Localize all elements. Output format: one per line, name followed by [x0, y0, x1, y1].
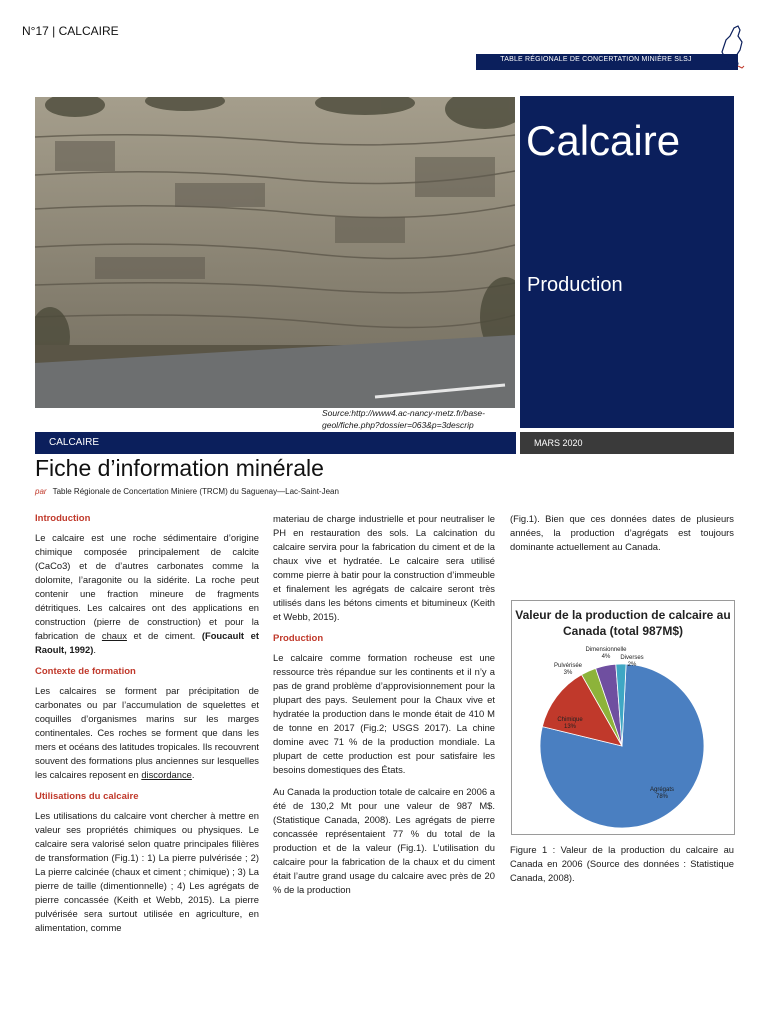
- chaux-link[interactable]: chaux: [101, 630, 127, 641]
- context-heading: Contexte de formation: [35, 666, 136, 677]
- slice-label: Pulvérisée: [553, 663, 583, 669]
- chart-title: Valeur de la production de calcaire au Canada (total 987M$): [515, 608, 731, 638]
- production-heading: Production: [273, 633, 324, 644]
- slice-value-label: 13%: [563, 724, 577, 730]
- org-banner: [476, 54, 738, 70]
- cover-subtitle: Production: [527, 274, 623, 296]
- intro-reference: (Foucault et Raoult, 1992): [35, 630, 259, 655]
- photo-credit: Source:http://www4.ac-nancy-metz.fr/base-geol/fiche.php?dossier=063&p=3descrip: [322, 408, 485, 430]
- section-bar: [35, 432, 516, 454]
- context-paragraph: Les calcaires se forment par précipitation de carbonates ou par l’accumulation de squelettes et coquilles d’organismes marins sur les marges continentales. Ces roches se forment que dans les mers et océans des latitudes tropicales. Ils recouvrent souvent des formations plus anciennes sur lesquelles les calcaires reposent en discordance.: [35, 685, 259, 780]
- document-title: Fiche d’information minérale: [35, 455, 324, 481]
- slice-label: Diverses: [620, 655, 644, 661]
- uses-paragraph: Les utilisations du calcaire vont chercher à mettre en valeur ses propriétés chimiques ou physiques. Le calcaire sera valorisé selon quatre principales filières de transformation (Fig.1) : 1) La pierre pulvérisée ; 2) La pierre calcinée (chaux et ciment ; chimique) ; 3) La pierre de taille (dimentionnelle) ; 4) Les agrégats de pierre concassée (Keith et Webb, 2015). La pierre pulvérisée sera surtout utilisée en agriculture, en alimentation, comme: [35, 810, 259, 933]
- slice-value-label: 78%: [655, 794, 669, 800]
- cover-photo: [35, 97, 515, 408]
- byline-text: Table Régionale de Concertation Miniere (TRCM) du Saguenay—Lac-Saint-Jean: [52, 487, 339, 496]
- figure-caption: Figure 1 : Valeur de la production du calcaire au Canada en 2006 (Source des données : Statistique Canada, 2008).: [510, 844, 734, 883]
- pie-chart-svg: [512, 601, 734, 834]
- slice-label: Chimique: [557, 717, 583, 723]
- slice-value-label: 4%: [601, 654, 611, 660]
- discordance-link[interactable]: discordance: [141, 769, 192, 780]
- date-bar: [520, 432, 734, 454]
- slice-label: Dimensionnelle: [585, 647, 627, 653]
- section-label: CALCAIRE: [49, 437, 100, 448]
- cover-title: Calcaire: [526, 117, 681, 164]
- slice-label: Agrégats: [649, 787, 675, 793]
- slice-value-label: 2%: [627, 662, 637, 668]
- uses-heading: Utilisations du calcaire: [35, 791, 139, 802]
- date-label: MARS 2020: [534, 438, 583, 448]
- production-paragraph-1: Le calcaire comme formation rocheuse est une ressource très répandue sur les continents et il n’y a pas de grand problème d’approvisionnement pour la plupart des pays. Seulement pour la Chaux vive et hydratée la production dans le monde était de 410 M de tonne en 2017 (Fig.2; USGS 2017). La chine domine avec 71 % de la production mondiale. La plupart de cette production est pour satisfaire les besoins domestiques des États.: [273, 652, 495, 775]
- byline-prefix: par: [35, 487, 47, 496]
- region-map-logo: [716, 22, 746, 72]
- byline: [35, 487, 339, 496]
- column-1: [35, 512, 259, 943]
- pie-chart: [511, 600, 735, 835]
- column-3: [510, 512, 734, 562]
- column-2: [273, 512, 495, 905]
- intro-heading: Introduction: [35, 513, 91, 524]
- intro-paragraph: Le calcaire est une roche sédimentaire d’origine chimique composée principalement de calcite (CaCo3) et de d’autres carbonates comme la dolomite, l’aragonite ou la sidérite. La roche peut contenir une fraction mineure de fragments détritiques. Les calcaires ont des applications en construction (pierre de construction) et pour la fabrication de chaux et de ciment. (Foucault et Raoult, 1992).: [35, 532, 259, 655]
- uses-continued-paragraph: materiau de charge industrielle et pour neutraliser le PH en restauration des sols. La calcination du calcaire servira pour la fabrication du ciment et de la chaux vive et hydratée. Le calcaire sera utilisé comme pierre à batir pour la construction d’immeuble et finalement les agrégats de calcaire seront très utilisés dans les bétons ciments et bitumineux (Keith et Webb, 2015).: [273, 513, 495, 622]
- org-banner-text: TABLE RÉGIONALE DE CONCERTATION MINIÈRE SLSJ: [500, 56, 692, 63]
- production-paragraph-2: Au Canada la production totale de calcaire en 2006 a été de 130,2 Mt pour une valeur de 987 M$. (Statistique Canada, 2008). Les agrégats de pierre concassée représentaient 77 % du total de la production et de la valeur (Fig.1). L’utilisation du calcaire pour la fabrication de la chaux et du ciment était l’autre grand usage du calcaire avec près de 20 % de la production: [273, 786, 495, 895]
- production-continued-paragraph: (Fig.1). Bien que ces données dates de plusieurs années, la production d’agrégats est toujours dominante actuellement au Canada.: [510, 513, 734, 552]
- slice-value-label: 3%: [563, 670, 573, 676]
- issue-label: N°17 | CALCAIRE: [22, 24, 119, 38]
